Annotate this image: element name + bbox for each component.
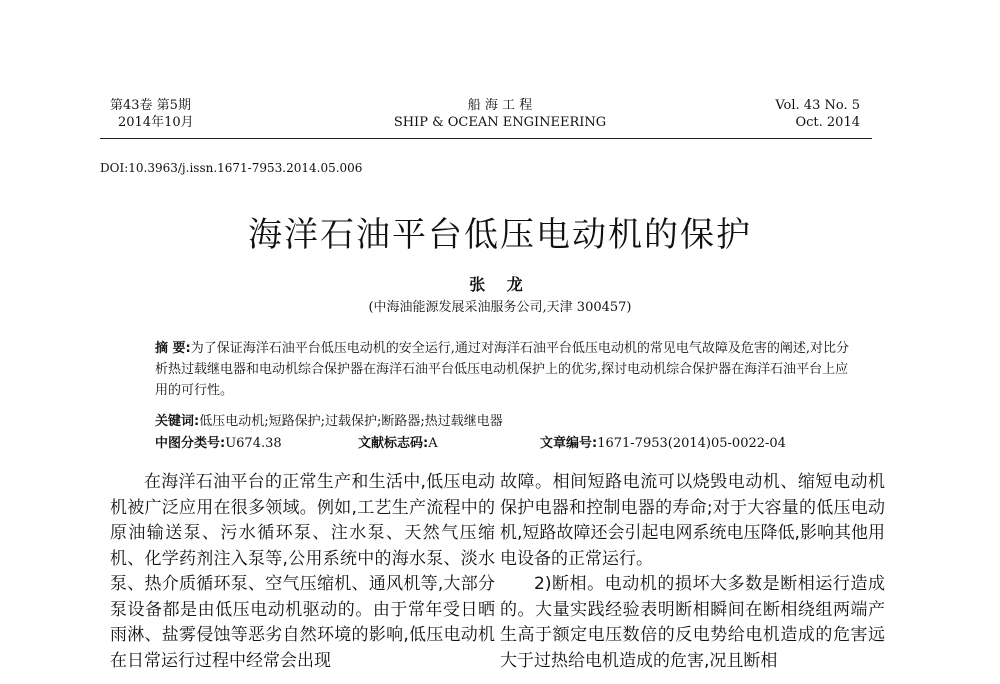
- body-column-left: [110, 470, 495, 674]
- abstract: [155, 338, 855, 401]
- publication-date: 2014年10月: [118, 115, 194, 130]
- publication-date-en: Oct. 2014: [795, 115, 860, 130]
- abstract-label: 摘 要:: [155, 341, 191, 356]
- affiliation: (中海油能源发展采油服务公司,天津 300457): [368, 300, 632, 315]
- keywords-label: 关键词:: [155, 414, 200, 429]
- volume-issue-text: 第43卷 第5期: [110, 98, 191, 113]
- article-number-value: 1671-7953(2014)05-0022-04: [597, 436, 786, 451]
- body-column-right: [500, 470, 885, 674]
- doc-code-label: 文献标志码:: [358, 436, 429, 451]
- document-code: [358, 432, 438, 451]
- doi: DOI:10.3963/j.issn.1671-7953.2014.05.006: [100, 161, 363, 175]
- doc-code-value: A: [428, 436, 438, 451]
- article-number: [540, 432, 786, 451]
- clc-label: 中图分类号:: [155, 436, 226, 451]
- clc-number: [155, 432, 282, 451]
- body-paragraph: 2)断相。电动机的损坏大多数是断相运行造成的。大量实践经验表明断相瞬间在断相绕组两端产生高于额定电压数倍的反电势给电机造成的危害远大于过热给电机造成的危害,况且断相: [500, 574, 885, 671]
- body-paragraph: 在海洋石油平台的正常生产和生活中,低压电动机被广泛应用在很多领域。例如,工艺生产流程中的原油输送泵、污水循环泵、注水泵、天然气压缩机、化学药剂注入泵等,公用系统中的海水泵、淡水泵、热介质循环泵、空气压缩机、通风机等,大部分泵设备都是由低压电动机驱动的。由于常年受日晒雨淋、盐雾侵蚀等恶劣自然环境的影响,低压电动机在日常运行过程中经常会出现: [110, 472, 495, 671]
- article-number-label: 文章编号:: [540, 436, 598, 451]
- keywords: [155, 410, 503, 429]
- header-rule: [100, 138, 872, 139]
- keywords-text: 低压电动机;短路保护;过载保护;断路器;热过载继电器: [199, 414, 503, 429]
- paper-title: 海洋石油平台低压电动机的保护: [248, 215, 752, 255]
- journal-volume-en: [760, 97, 860, 131]
- journal-name-en: SHIP & OCEAN ENGINEERING: [393, 115, 607, 130]
- abstract-text: 为了保证海洋石油平台低压电动机的安全运行,通过对海洋石油平台低压电动机的常见电气故障及危害的阐述,对比分析热过载继电器和电动机综合保护器在海洋石油平台低压电动机保护上的优劣,探讨电动机综合保护器在海洋石油平台上应用的可行性。: [155, 341, 849, 398]
- journal-name-cn: 船 海 工 程: [467, 98, 533, 113]
- clc-value: U674.38: [225, 436, 282, 451]
- author: 张 龙: [469, 275, 531, 294]
- volume-issue-en: Vol. 43 No. 5: [775, 98, 860, 113]
- body-paragraph: 故障。相间短路电流可以烧毁电动机、缩短电动机保护电器和控制电器的寿命;对于大容量的低压电动机,短路故障还会引起电网系统电压降低,影响其他用电设备的正常运行。: [500, 472, 885, 569]
